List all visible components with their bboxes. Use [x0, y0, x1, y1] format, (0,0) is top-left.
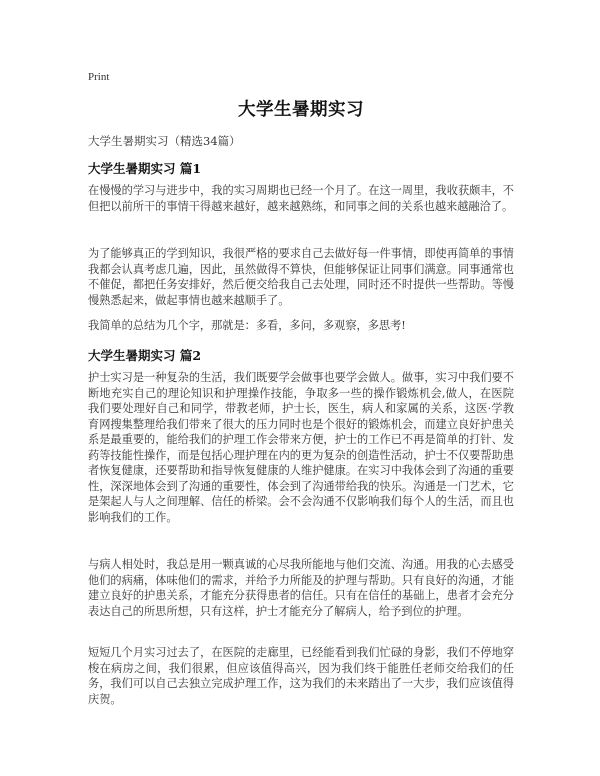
- page-title: 大学生暑期实习: [238, 100, 364, 120]
- paragraph: 护士实习是一种复杂的生活，我们既要学会做事也要学会做人。做事，实习中我们要不断地充实自己的理论知识和护理操作技能，争取多一些的操作锻炼机会,做人，在医院我们要处理好自己和同学，带教老师，护士长，医生，病人和家属的关系，这医·学教育网搜集整理给我们带来了很大的压力同时也是个很好的锻炼机会，而建立良好护患关系是最重要的，能给我们的护理工作会带来方便，护士的工作已不再是简单的打针、发药等技能性操作，而是包括心理护理在内的更为复杂的创造性活动，护士不仅要帮助患者恢复健康，还要帮助和指导恢复健康的人维护健康。在实习中我体会到了沟通的重要性，深深地体会到了沟通的重要性，体会到了沟通带给我的快乐。沟通是一门艺术，它是架起人与人之间理解、信任的桥梁。会不会沟通不仅影响我们每个人的生活，而且也影响我们的工作。: [88, 371, 514, 524]
- document-subtitle: 大学生暑期实习（精选34篇）: [88, 134, 241, 148]
- paragraph: 为了能够真正的学到知识，我很严格的要求自己去做好每一件事情，即使再简单的事情我都会认真考虑几遍，因此，虽然做得不算快，但能够保证让同事们满意。同事通常也不催促，都把任务安排好，然后便交给我自己去处理，同时还不时提供一些帮助。等慢慢熟悉起来，做起事情也越来越顺手了。: [88, 247, 514, 307]
- section-heading-2: 大学生暑期实习 篇2: [88, 348, 202, 363]
- paragraph: 在慢慢的学习与进步中，我的实习周期也已经一个月了。在这一周里，我收获颇丰，不但把以前所干的事情干得越来越好，越来越熟练，和同事之间的关系也越来越融洽了。: [88, 184, 514, 213]
- paragraph: 短短几个月实习过去了，在医院的走廊里，已经能看到我们忙碌的身影，我们不停地穿梭在病房之间，我们很累，但应该值得高兴，因为我们终于能胜任老师交给我们的任务，我们可以自己去独立完成护理工作，这为我们的未来踏出了一大步，我们应该值得庆贺。: [88, 646, 514, 706]
- section-heading-1: 大学生暑期实习 篇1: [88, 161, 202, 176]
- paragraph: 与病人相处时，我总是用一颗真诚的心尽我所能地与他们交流、沟通。用我的心去感受他们的病痛，体味他们的需求，并给予力所能及的护理与帮助。只有良好的沟通，才能建立良好的护患关系，才能充分获得患者的信任。只有在信任的基础上，患者才会充分表达自己的所思所想，只有这样，护士才能充分了解病人，给予到位的护理。: [88, 558, 514, 618]
- paragraph: 我简单的总结为几个字，那就是：多看，多问，多观察，多思考!: [88, 319, 406, 332]
- print-link[interactable]: Print: [88, 71, 110, 83]
